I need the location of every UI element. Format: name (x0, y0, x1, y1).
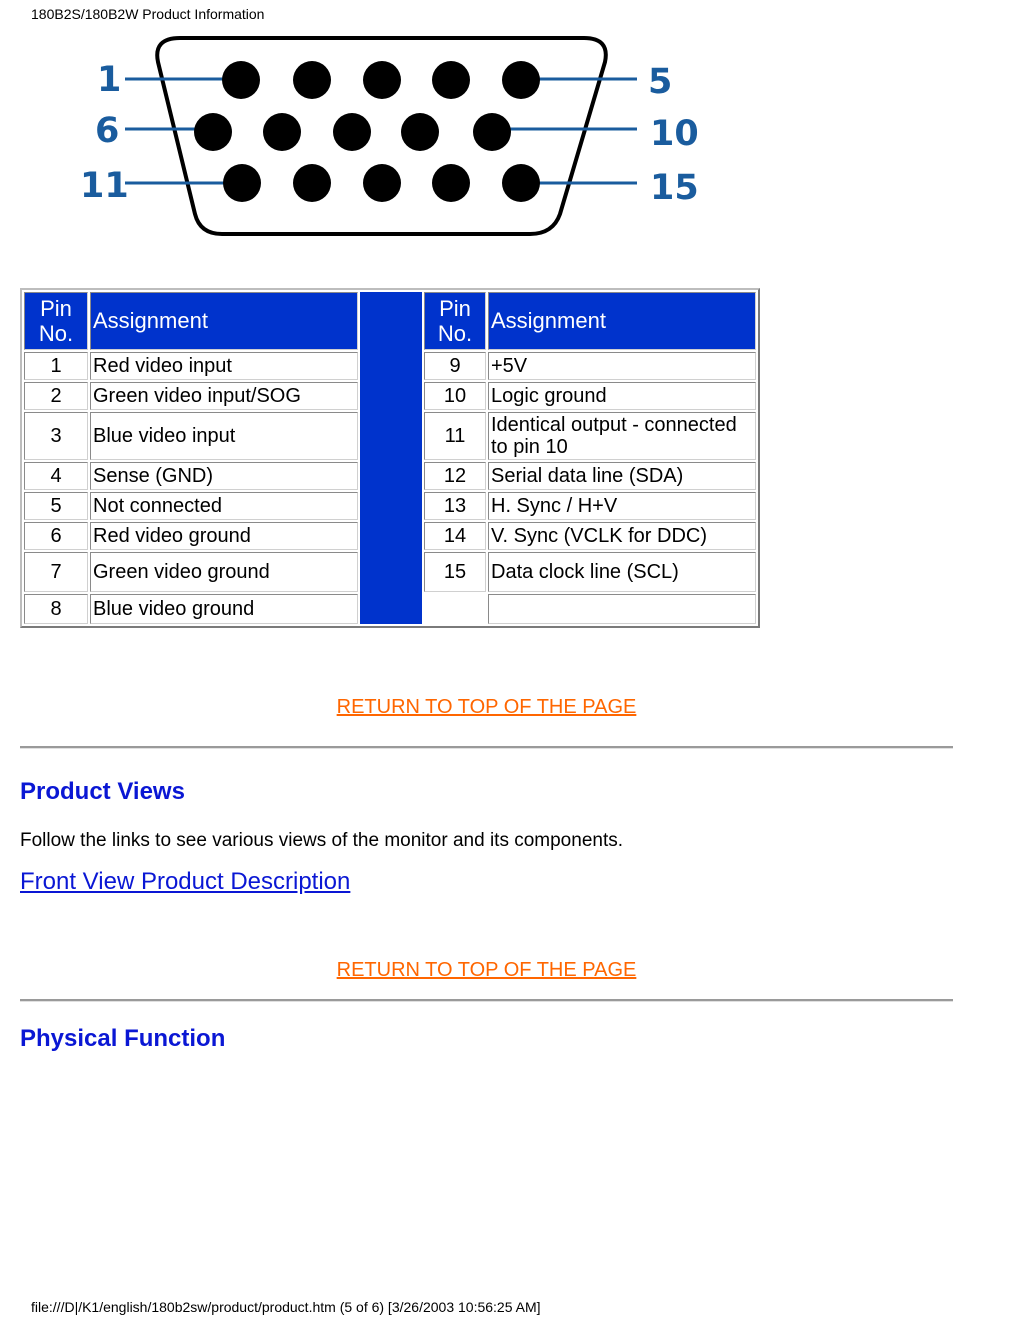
pin-label-1: 1 (97, 60, 122, 100)
pin-assignment: H. Sync / H+V (488, 492, 756, 520)
pin-number: 4 (24, 462, 88, 490)
pin-2 (293, 61, 331, 99)
pin-11 (223, 164, 261, 202)
pin-assignment: Serial data line (SDA) (488, 462, 756, 490)
pin-4 (432, 61, 470, 99)
pin-number: 2 (24, 382, 88, 410)
return-to-top-link[interactable]: RETURN TO TOP OF THE PAGE (336, 959, 637, 981)
pin-label-5: 5 (648, 62, 673, 102)
pin-assignment: Identical output - connected to pin 10 (488, 412, 756, 460)
pin-5 (502, 61, 540, 99)
section-title-product-views: Product Views (20, 778, 185, 805)
pin-assignment: Logic ground (488, 382, 756, 410)
pin-assignment: Red video ground (90, 522, 358, 550)
pin-assignment-table (20, 288, 760, 628)
page-header: 180B2S/180B2W Product Information (31, 6, 265, 22)
horizontal-divider (20, 999, 953, 1002)
pin-number: 1 (24, 352, 88, 380)
header-pin-no-right: Pin No. (424, 292, 486, 350)
pin-number: 11 (424, 412, 486, 460)
return-to-top-link[interactable]: RETURN TO TOP OF THE PAGE (336, 696, 637, 718)
pin-assignment: Data clock line (SCL) (488, 552, 756, 592)
pin-label-11: 11 (80, 166, 129, 206)
pin-assignment: Blue video ground (90, 594, 358, 624)
empty-cell (424, 594, 486, 624)
pin-number: 6 (24, 522, 88, 550)
pin-number: 13 (424, 492, 486, 520)
pin-label-6: 6 (95, 111, 120, 151)
pin-14 (432, 164, 470, 202)
empty-cell (488, 594, 756, 624)
pin-1 (222, 61, 260, 99)
horizontal-divider (20, 746, 953, 749)
pin-number: 10 (424, 382, 486, 410)
pin-10 (473, 113, 511, 151)
pin-number: 14 (424, 522, 486, 550)
pin-label-15: 15 (650, 168, 699, 208)
header-assignment-right: Assignment (488, 292, 756, 350)
pin-15 (502, 164, 540, 202)
section-title-physical-function: Physical Function (20, 1025, 226, 1052)
pin-number: 8 (24, 594, 88, 624)
pin-12 (293, 164, 331, 202)
pin-assignment: Sense (GND) (90, 462, 358, 490)
pin-6 (194, 113, 232, 151)
product-views-intro: Follow the links to see various views of the monitor and its components. (20, 830, 624, 851)
pin-number: 12 (424, 462, 486, 490)
pin-number: 3 (24, 412, 88, 460)
pin-9 (401, 113, 439, 151)
pin-number: 9 (424, 352, 486, 380)
pin-number: 5 (24, 492, 88, 520)
table-header-row (24, 292, 756, 350)
vga-connector-diagram (0, 0, 720, 245)
connector-pins (194, 61, 540, 202)
pin-assignment: Green video input/SOG (90, 382, 358, 410)
pin-label-10: 10 (650, 114, 699, 154)
pin-3 (363, 61, 401, 99)
page-footer: file:///D|/K1/english/180b2sw/product/product.htm (5 of 6) [3/26/2003 10:56:25 AM] (31, 1299, 541, 1315)
header-pin-no-left: Pin No. (24, 292, 88, 350)
front-view-link[interactable]: Front View Product Description (20, 868, 351, 895)
header-assignment-left: Assignment (90, 292, 358, 350)
pin-assignment: Not connected (90, 492, 358, 520)
pin-number: 15 (424, 552, 486, 592)
pin-7 (263, 113, 301, 151)
pin-8 (333, 113, 371, 151)
pin-assignment: Red video input (90, 352, 358, 380)
pin-number: 7 (24, 552, 88, 592)
pin-13 (363, 164, 401, 202)
pin-assignment: Green video ground (90, 552, 358, 592)
table-spacer-column (360, 292, 422, 624)
pin-assignment: V. Sync (VCLK for DDC) (488, 522, 756, 550)
pin-assignment: Blue video input (90, 412, 358, 460)
pin-assignment: +5V (488, 352, 756, 380)
